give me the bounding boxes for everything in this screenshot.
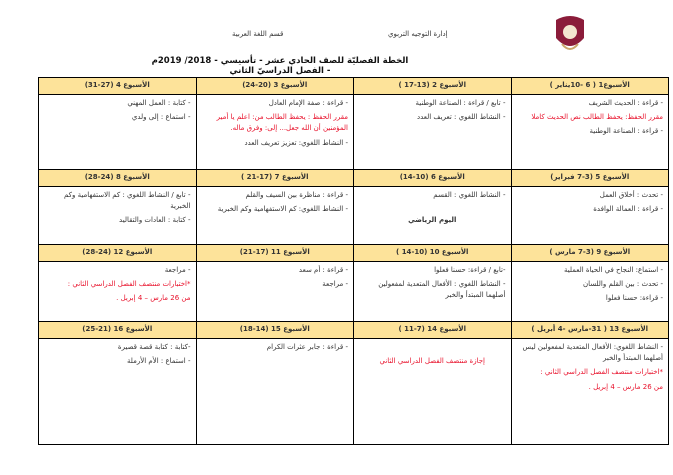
week-header: الأسبوع 15 (14-18) xyxy=(196,322,354,339)
lesson-item: - قراءة : أم سعد xyxy=(298,266,348,274)
lesson-item: - استماع : إلى ولدي xyxy=(131,113,191,122)
week-header: الأسبوع 10 (10-14 ) xyxy=(354,245,512,262)
lesson-item: -تابع / قراءة: حسنا فعلوا xyxy=(434,266,506,274)
week-header: الأسبوع 4 (27-31) xyxy=(39,78,197,95)
lesson-item: - قراءة : صفة الإمام العادل xyxy=(268,99,348,107)
week-header: الأسبوع 2 (13-17 ) xyxy=(354,78,512,95)
week-header: الأسبوع 5 (3-7 فبراير) xyxy=(511,170,669,187)
lesson-item: - تحدث : بين القلم واللسان xyxy=(582,280,663,289)
week-content xyxy=(354,262,512,322)
week-content xyxy=(39,262,197,322)
week-header: الأسبوع 3 (20-24) xyxy=(196,78,354,95)
lesson-item: - النشاط اللغوي: كم الاستفهامية وكم الخبرية xyxy=(217,205,348,214)
lesson-item: اليوم الرياضي xyxy=(408,216,457,225)
lesson-item: - تابع / النشاط اللغوي : كم الاستفهامية وكم الخبرية xyxy=(64,191,191,211)
week-content xyxy=(39,187,197,245)
week-content xyxy=(511,187,669,245)
lesson-item: - تحدث : أخلاق العمل xyxy=(599,191,663,199)
lesson-item: - تابع / قراءة : الصناعة الوطنية xyxy=(415,99,506,107)
lesson-item: - استماع : الأم الأرملة xyxy=(127,357,191,366)
week-content xyxy=(39,95,197,170)
lesson-item: - النشاط اللغوي: الأفعال المتعدية لمفعولين ليس أصلهما المبتدأ والخبر xyxy=(522,343,663,363)
lesson-item: -كتابة : كتابة قصة قصيرة xyxy=(117,343,191,351)
week-header: الأسبوع 7 (17-21 ) xyxy=(196,170,354,187)
ministry-logo xyxy=(552,14,588,58)
highlight-note: مقرر الحفظ: يحفظ الطالب نص الحديث كاملا xyxy=(531,113,663,122)
week-content xyxy=(354,339,512,445)
week-header: الأسبوع 8 (24-28) xyxy=(39,170,197,187)
lesson-item: - مراجعة xyxy=(164,266,191,274)
lesson-item: - النشاط اللغوي : القسم xyxy=(433,191,506,199)
lesson-item: - قراءة : العمالة الوافدة xyxy=(593,205,663,214)
week-content xyxy=(196,187,354,245)
week-header: الأسبوع 13 ( 31-مارس -4 أبريل ) xyxy=(511,322,669,339)
highlight-note: *اختبارات منتصف الفصل الدراسي الثاني : xyxy=(67,280,191,289)
week-content xyxy=(511,339,669,445)
week-content xyxy=(196,95,354,170)
page-title: الخطة الفصليّة للصف الحادي عشر - تأسيسي - 2018/ 2019م - الفصل الدراسيّ الثاني xyxy=(151,56,409,76)
week-header: الأسبوع 16 (21-25) xyxy=(39,322,197,339)
highlight-note: مقرر الحفظ : يحفظ الطالب من: اعلم يا أمير المؤمنين أن الله جعل... إلى: وفرق ماله. xyxy=(216,113,348,133)
department-label: قسم اللغة العربية xyxy=(232,30,284,38)
week-header: الأسبوع 6 (10-14) xyxy=(354,170,512,187)
lesson-item: - النشاط اللغوي : تعريف العدد xyxy=(416,113,506,122)
directorate-label: إدارة التوجيه التربوي xyxy=(388,30,448,38)
week-content xyxy=(511,95,669,170)
week-header: الأسبوع 12 (24-28) xyxy=(39,245,197,262)
highlight-note: من 26 مارس – 4 إبريل . xyxy=(116,294,191,303)
lesson-item: - قراءة : الصناعة الوطنية xyxy=(589,127,663,136)
highlight-note: إجازة منتصف الفصل الدراسي الثاني xyxy=(379,357,486,365)
week-content xyxy=(196,339,354,445)
lesson-item: - قراءة : مناظرة بين السيف والقلم xyxy=(245,191,348,199)
week-content xyxy=(354,187,512,245)
lesson-item: - قراءة : الحديث الشريف xyxy=(588,99,663,107)
plan-table xyxy=(38,77,669,445)
week-content xyxy=(39,339,197,445)
lesson-item: - قراءة: حسنا فعلوا xyxy=(605,294,663,303)
week-header: الأسبوع 11 (17-21) xyxy=(196,245,354,262)
lesson-item: - استماع: النجاح في الحياة العملية xyxy=(563,266,663,274)
week-header: الأسبوع1 ( 6 -10يناير ) xyxy=(511,78,669,95)
highlight-note: من 26 مارس – 4 إبريل . xyxy=(588,382,663,391)
lesson-item: - النشاط اللغوي : الأفعال المتعدية لمفعولين أصلهما المبتدأ والخبر xyxy=(378,280,506,300)
week-content xyxy=(196,262,354,322)
lesson-item: - قراءة : جابر عثرات الكرام xyxy=(266,343,348,351)
highlight-note: *اختبارات منتصف الفصل الدراسي الثاني : xyxy=(540,368,663,377)
lesson-item: - كتابة : العادات والتقاليد xyxy=(119,216,191,225)
week-header: الأسبوع 14 (7-11 ) xyxy=(354,322,512,339)
lesson-item: - كتابة : العمل المهني xyxy=(127,99,191,107)
week-content xyxy=(511,262,669,322)
lesson-item: - النشاط اللغوي: تعزيز تعريف العدد xyxy=(244,138,348,147)
week-content xyxy=(354,95,512,170)
week-header: الأسبوع 9 (3-7 مارس ) xyxy=(511,245,669,262)
lesson-item: - مراجعة xyxy=(322,280,348,289)
